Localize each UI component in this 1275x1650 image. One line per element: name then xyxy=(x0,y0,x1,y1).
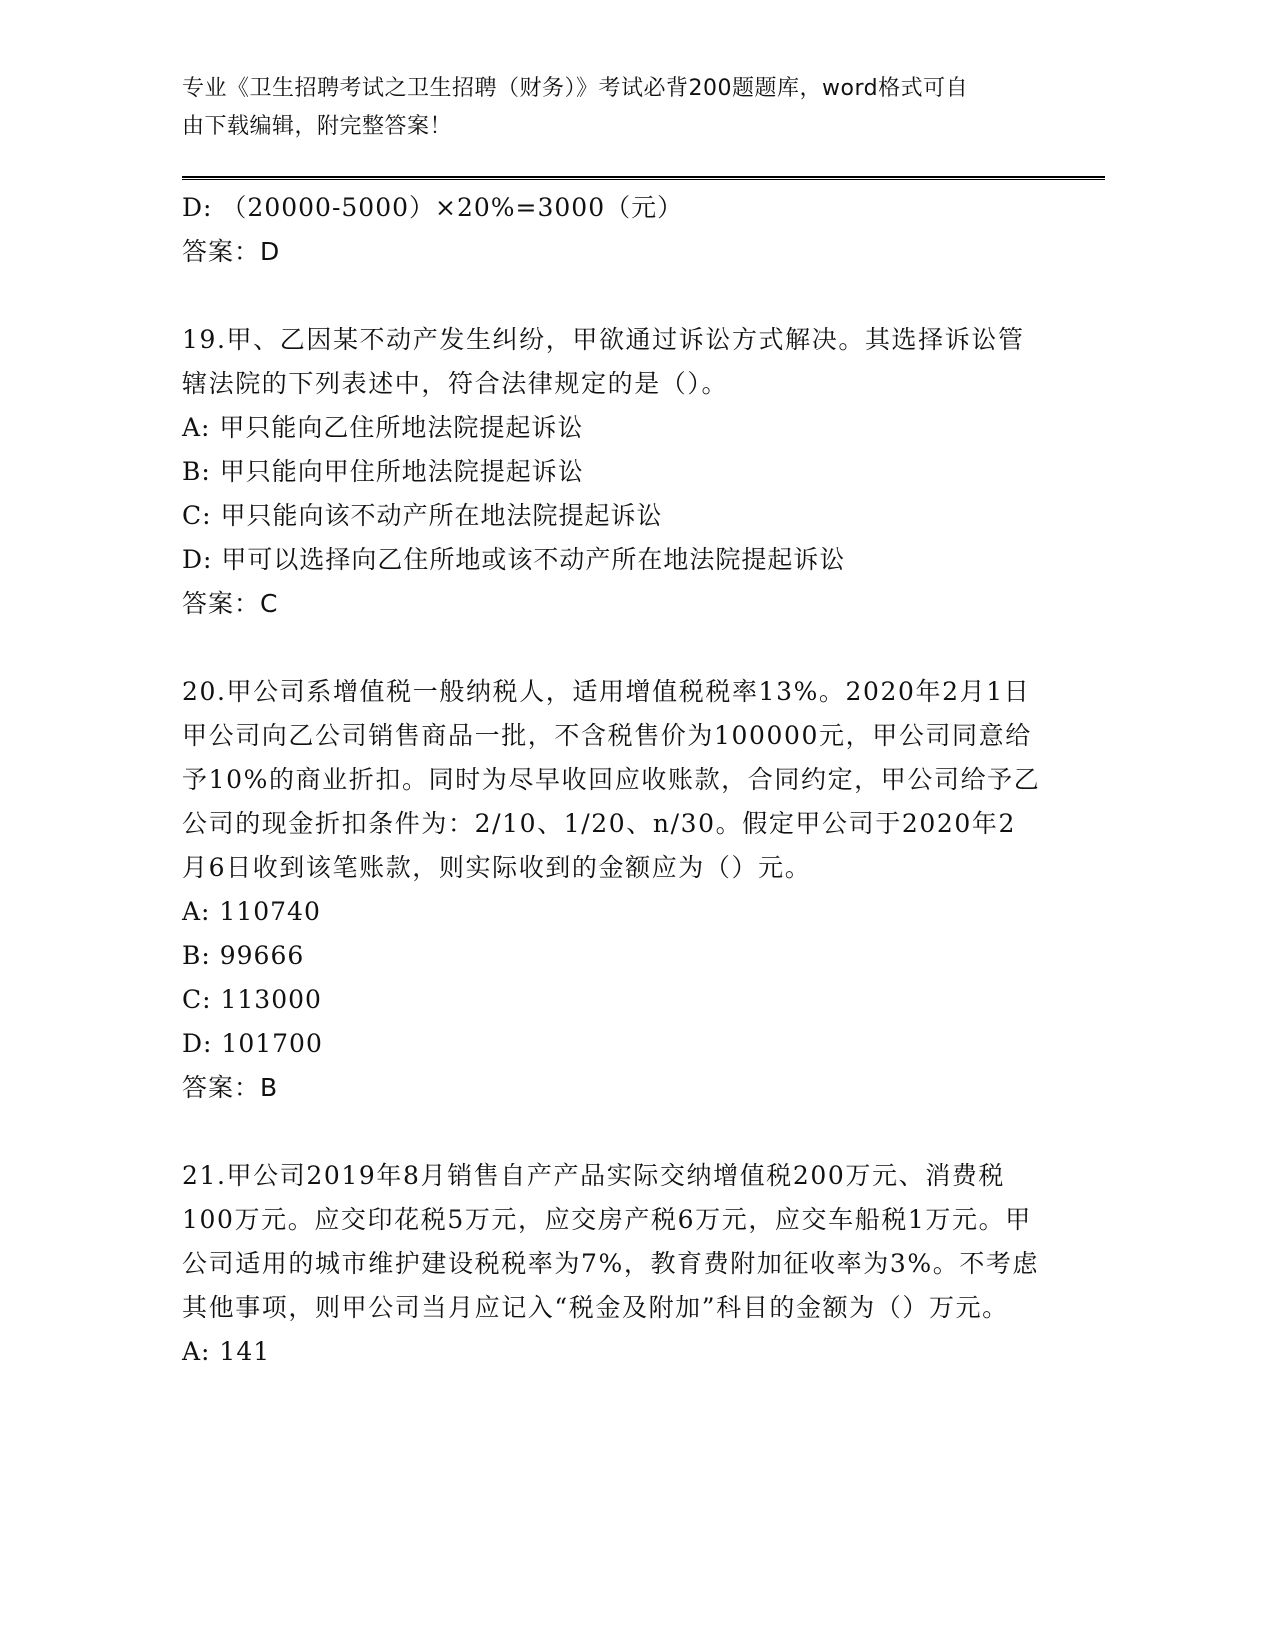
answer-line: 答案：B xyxy=(182,1073,279,1102)
option-d: D: 101700 xyxy=(182,1029,323,1058)
question-19 xyxy=(182,318,1062,626)
question-stem: 21.甲公司2019年8月销售自产产品实际交纳增值税200万元、消费税100万元。应交印花税5万元，应交房产税6万元，应交车船税1万元。甲公司适用的城市维护建设税税率为7%，教育费附加征收率为3%。不考虑其他事项，则甲公司当月应记入“税金及附加”科目的金额为（）万元。 xyxy=(182,1161,1040,1322)
option-a: A: 110740 xyxy=(182,897,321,926)
option-a: A: 甲只能向乙住所地法院提起诉讼 xyxy=(182,413,584,442)
question-stem: 20.甲公司系增值税一般纳税人，适用增值税税率13%。2020年2月1日甲公司向乙公司销售商品一批，不含税售价为100000元，甲公司同意给予10%的商业折扣。同时为尽早收回应收账款，合同约定，甲公司给予乙公司的现金折扣条件为：2/10、1/20、n/30。假定甲公司于2020年2月6日收到该笔账款，则实际收到的金额应为（）元。 xyxy=(182,677,1041,882)
option-c: C: 甲只能向该不动产所在地法院提起诉讼 xyxy=(182,501,663,530)
header-title-line-1: 专业《卫生招聘考试之卫生招聘（财务）》考试必背200题题库，word格式可自 xyxy=(182,76,969,101)
question-20 xyxy=(182,670,1062,1110)
question-21 xyxy=(182,1154,1062,1374)
option-d: D: 甲可以选择向乙住所地或该不动产所在地法院提起诉讼 xyxy=(182,545,846,574)
header-title-line-2: 由下载编辑，附完整答案！ xyxy=(182,114,453,139)
answer-line: 答案：C xyxy=(182,589,279,618)
option-d: D: （20000-5000）×20%=3000（元） xyxy=(182,193,684,222)
previous-question-tail xyxy=(182,186,1062,274)
document-body xyxy=(182,186,1062,1374)
option-b: B: 甲只能向甲住所地法院提起诉讼 xyxy=(182,457,584,486)
option-c: C: 113000 xyxy=(182,985,322,1014)
answer-line: 答案：D xyxy=(182,237,281,266)
option-a: A: 141 xyxy=(182,1337,271,1366)
question-stem: 19.甲、乙因某不动产发生纠纷，甲欲通过诉讼方式解决。其选择诉讼管辖法院的下列表述中，符合法律规定的是（）。 xyxy=(182,325,1025,398)
header-divider xyxy=(182,176,1105,180)
option-b: B: 99666 xyxy=(182,941,305,970)
document-header xyxy=(182,70,1062,146)
